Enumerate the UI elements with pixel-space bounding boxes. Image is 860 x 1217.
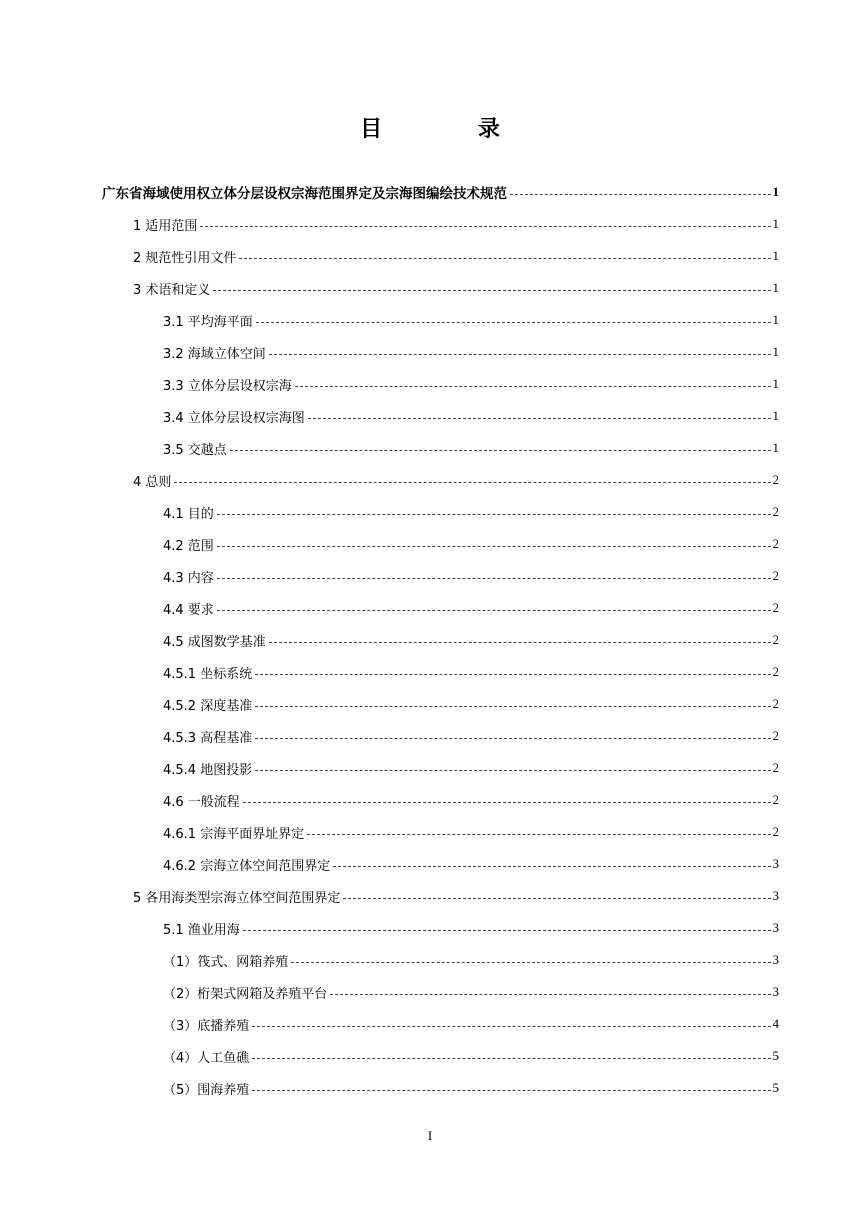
- toc-dot-leader: [217, 609, 771, 611]
- toc-entry-page: 2: [772, 600, 779, 615]
- toc-entry-page: 1: [772, 408, 779, 423]
- toc-entry[interactable]: [163, 1008, 779, 1040]
- toc-entry[interactable]: [133, 240, 779, 272]
- toc-entry-page: 4: [772, 1016, 779, 1031]
- toc-entry-page: 2: [772, 536, 779, 551]
- toc-entry[interactable]: [163, 432, 779, 464]
- toc-entry[interactable]: [163, 752, 779, 784]
- toc-entry-label: （2）桁架式网箱及养殖平台: [163, 986, 328, 1002]
- toc-entry-page: 5: [772, 1080, 779, 1095]
- toc-entry-label: （4）人工鱼礁: [163, 1050, 250, 1066]
- toc-entry-label: 4.6.1 宗海平面界址界定: [163, 826, 305, 842]
- toc-entry-page: 3: [772, 952, 779, 967]
- toc-entry[interactable]: [163, 688, 779, 720]
- toc-entry-label: （1）筏式、网箱养殖: [163, 954, 289, 970]
- toc-dot-leader: [174, 481, 770, 483]
- toc-entry-page: 3: [772, 856, 779, 871]
- toc-entry-page: 3: [772, 888, 779, 903]
- toc-entry[interactable]: [163, 304, 779, 336]
- toc-dot-leader: [252, 1057, 770, 1059]
- toc-dot-leader: [330, 993, 770, 995]
- toc-entry-page: 2: [772, 504, 779, 519]
- toc-entry-label: 3.4 立体分层设权宗海图: [163, 410, 305, 426]
- toc-entry-page: 2: [772, 472, 779, 487]
- toc-entry[interactable]: [133, 880, 779, 912]
- toc-dot-leader: [230, 449, 771, 451]
- toc-entry-label: 3 术语和定义: [133, 282, 211, 298]
- toc-dot-leader: [243, 929, 771, 931]
- toc-entry[interactable]: [133, 464, 779, 496]
- toc-entry-page: 2: [772, 568, 779, 583]
- toc-entry[interactable]: [163, 496, 779, 528]
- toc-dot-leader: [256, 321, 771, 323]
- toc-entry[interactable]: [163, 976, 779, 1008]
- toc-entry-page: 2: [772, 632, 779, 647]
- toc-dot-leader: [255, 769, 770, 771]
- toc-dot-leader: [239, 257, 770, 259]
- toc-dot-leader: [217, 513, 771, 515]
- toc-dot-leader: [200, 225, 770, 227]
- toc-entry[interactable]: [163, 816, 779, 848]
- toc-entry-page: 2: [772, 824, 779, 839]
- toc-entry-label: 4.2 范围: [163, 538, 214, 554]
- toc-entry[interactable]: [133, 208, 779, 240]
- toc-dot-leader: [269, 641, 771, 643]
- page-number: I: [427, 1128, 433, 1143]
- toc-entry-label: 5.1 渔业用海: [163, 922, 240, 938]
- toc-dot-leader: [343, 897, 770, 899]
- toc-entry[interactable]: [163, 368, 779, 400]
- toc-entry-label: （5）围海养殖: [163, 1082, 250, 1098]
- toc-dot-leader: [243, 801, 771, 803]
- toc-entry-label: 4.6 一般流程: [163, 794, 240, 810]
- toc-dot-leader: [252, 1025, 770, 1027]
- toc-dot-leader: [213, 289, 770, 291]
- toc-entry-label: 广东省海域使用权立体分层设权宗海范围界定及宗海图编绘技术规范: [102, 186, 507, 202]
- toc-entry-label: 4.5.4 地图投影: [163, 762, 253, 778]
- toc-entry-label: 4.5 成图数学基准: [163, 634, 266, 650]
- toc-entry-label: 4.1 目的: [163, 506, 214, 522]
- page-title: 目 录: [360, 116, 544, 142]
- toc-entry-page: 3: [772, 920, 779, 935]
- toc-entry-page: 2: [772, 728, 779, 743]
- toc-entry[interactable]: [163, 656, 779, 688]
- toc-entry-label: 4.5.3 高程基准: [163, 730, 253, 746]
- toc-entry[interactable]: [163, 1040, 779, 1072]
- toc-entry[interactable]: [163, 560, 779, 592]
- toc-entry-label: 3.2 海域立体空间: [163, 346, 266, 362]
- toc-dot-leader: [308, 417, 771, 419]
- toc-entry[interactable]: [163, 624, 779, 656]
- toc-dot-leader: [291, 961, 770, 963]
- toc-dot-leader: [255, 673, 770, 675]
- toc-entry-label: 4.3 内容: [163, 570, 214, 586]
- toc-dot-leader: [307, 833, 770, 835]
- toc-entry-page: 1: [772, 344, 779, 359]
- toc-entry-page: 1: [772, 216, 779, 231]
- toc-entry-label: 3.5 交越点: [163, 442, 227, 458]
- toc-entry-page: 1: [772, 280, 779, 295]
- toc-entry-label: 3.1 平均海平面: [163, 314, 253, 330]
- toc-entry-label: 3.3 立体分层设权宗海: [163, 378, 292, 394]
- toc-entry[interactable]: [163, 784, 779, 816]
- toc-entry-page: 1: [772, 248, 779, 263]
- toc-dot-leader: [510, 193, 771, 195]
- toc-dot-leader: [295, 385, 771, 387]
- toc-entry-page: 1: [772, 184, 779, 199]
- toc-entry-page: 1: [772, 440, 779, 455]
- toc-entry-page: 2: [772, 760, 779, 775]
- toc-entry[interactable]: [163, 400, 779, 432]
- toc-entry-label: 4.4 要求: [163, 602, 214, 618]
- toc-entry-page: 1: [772, 376, 779, 391]
- toc-entry-page: 1: [772, 312, 779, 327]
- toc-entry[interactable]: [163, 528, 779, 560]
- toc-entry-page: 5: [772, 1048, 779, 1063]
- toc-entry-label: 1 适用范围: [133, 218, 198, 234]
- toc-dot-leader: [252, 1089, 770, 1091]
- toc-entry-label: 2 规范性引用文件: [133, 250, 237, 266]
- toc-entry[interactable]: [163, 944, 779, 976]
- toc-entry-label: 4.5.1 坐标系统: [163, 666, 253, 682]
- toc-entry[interactable]: [163, 720, 779, 752]
- toc-entry[interactable]: [163, 592, 779, 624]
- toc-entry[interactable]: [163, 848, 779, 880]
- toc-entry[interactable]: [163, 336, 779, 368]
- toc-dot-leader: [255, 737, 770, 739]
- toc-entry[interactable]: [102, 176, 779, 208]
- toc-dot-leader: [269, 353, 771, 355]
- toc-entry[interactable]: [133, 272, 779, 304]
- toc-entry-label: 5 各用海类型宗海立体空间范围界定: [133, 890, 341, 906]
- toc-entry-label: （3）底播养殖: [163, 1018, 250, 1034]
- toc-entry[interactable]: [163, 912, 779, 944]
- toc-entry-page: 2: [772, 664, 779, 679]
- toc-entry-label: 4.6.2 宗海立体空间范围界定: [163, 858, 331, 874]
- toc-dot-leader: [333, 865, 770, 867]
- toc-entry-label: 4 总则: [133, 474, 172, 490]
- toc-dot-leader: [255, 705, 770, 707]
- toc-dot-leader: [217, 577, 771, 579]
- toc-entry-page: 2: [772, 792, 779, 807]
- toc-entry-page: 3: [772, 984, 779, 999]
- toc-dot-leader: [217, 545, 771, 547]
- toc-entry[interactable]: [163, 1072, 779, 1104]
- toc-entry-label: 4.5.2 深度基准: [163, 698, 253, 714]
- toc-entry-page: 2: [772, 696, 779, 711]
